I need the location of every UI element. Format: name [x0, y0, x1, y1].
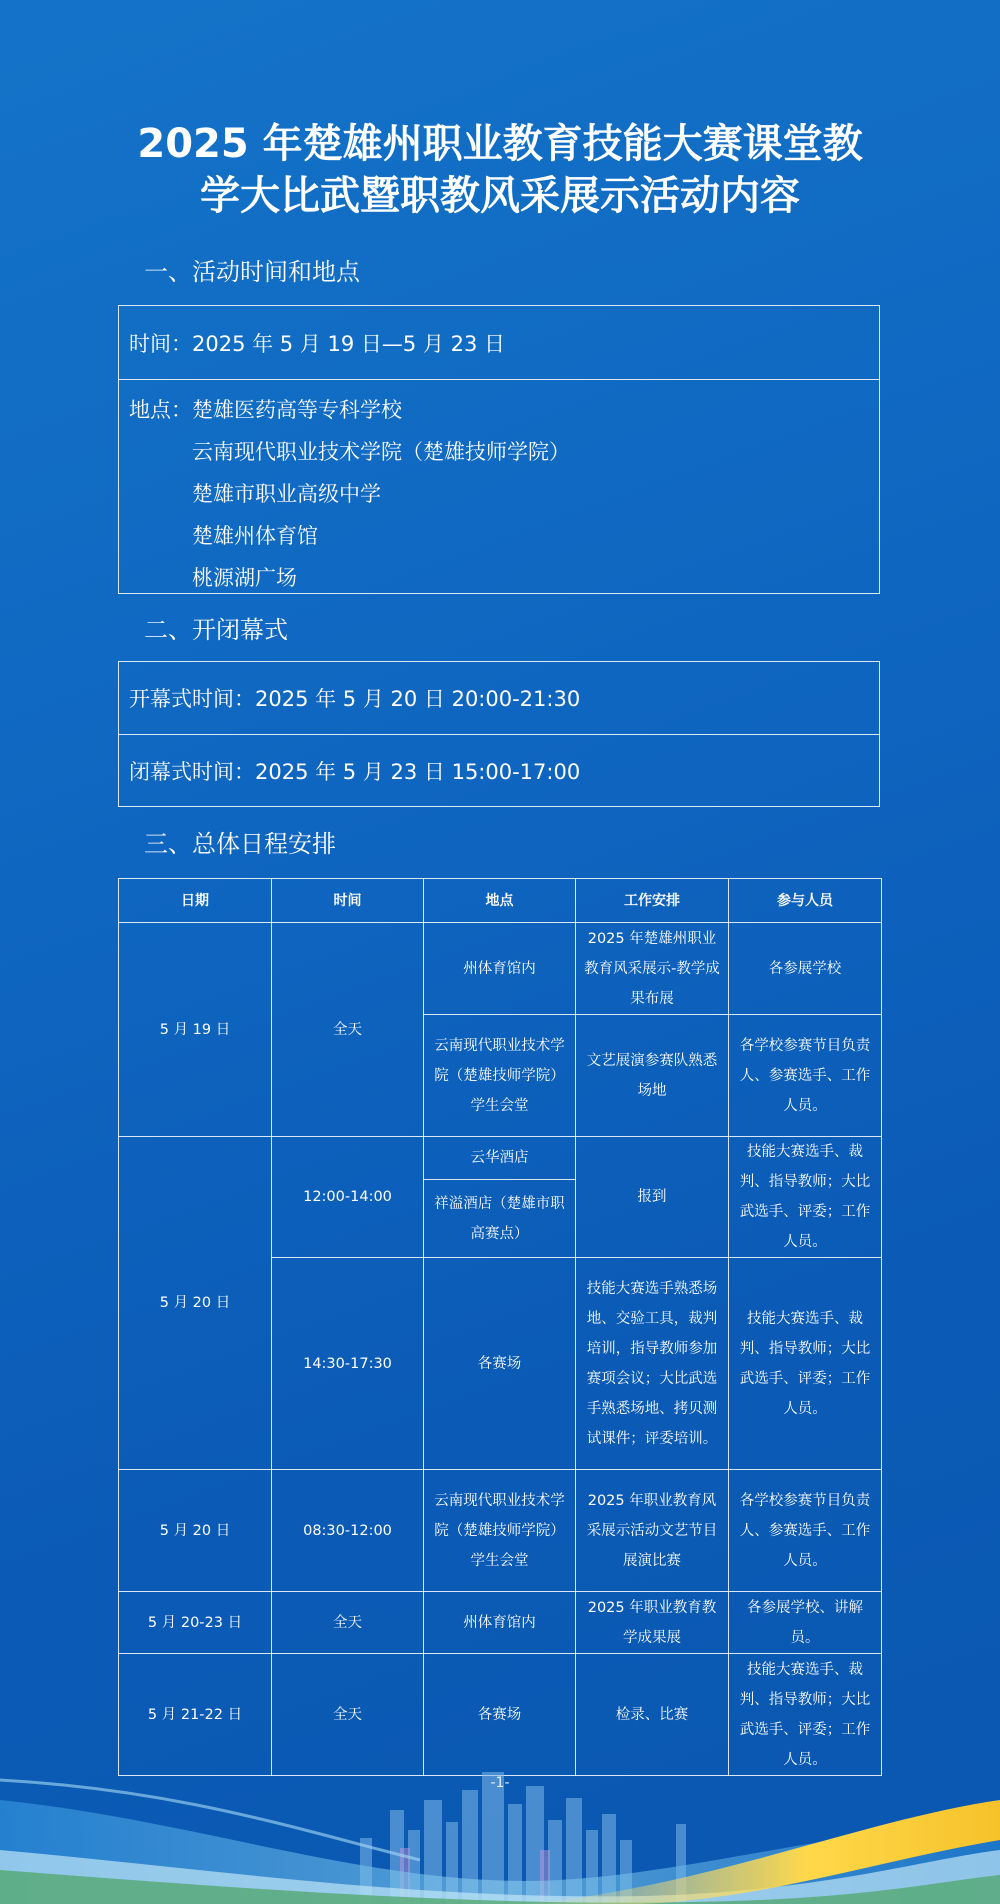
task-cell: 2025 年职业教育风采展示活动文艺节目展演比赛	[576, 1470, 729, 1592]
page-number: -1-	[490, 1775, 510, 1791]
table-row	[119, 1470, 882, 1592]
task-cell: 检录、比赛	[576, 1654, 729, 1776]
place-cell: 云南现代职业技术学院（楚雄技师学院）学生会堂	[424, 1470, 576, 1592]
date-cell: 5 月 20 日	[119, 1470, 272, 1592]
task-cell: 2025 年职业教育教学成果展	[576, 1592, 729, 1654]
task-cell: 文艺展演参赛队熟悉场地	[576, 1015, 729, 1137]
table-row	[119, 1654, 882, 1776]
location-row	[119, 379, 879, 593]
closing-time-text: 闭幕式时间：2025 年 5 月 23 日 15:00-17:00	[129, 759, 581, 784]
event-time-text: 时间：2025 年 5 月 19 日—5 月 23 日	[129, 331, 506, 356]
header-task: 工作安排	[576, 879, 729, 923]
people-cell: 各参展学校、讲解员。	[729, 1592, 882, 1654]
place-cell: 州体育馆内	[424, 1592, 576, 1654]
section-heading-time-place: 一、活动时间和地点	[144, 258, 360, 286]
date-cell: 5 月 19 日	[119, 923, 272, 1137]
people-cell: 技能大赛选手、裁判、指导教师；大比武选手、评委；工作人员。	[729, 1258, 882, 1470]
task-cell: 技能大赛选手熟悉场地、交验工具，裁判培训，指导教师参加赛项会议；大比武选手熟悉场地、拷贝测试课件；评委培训。	[576, 1258, 729, 1470]
header-time: 时间	[272, 879, 424, 923]
table-header-row	[119, 879, 882, 923]
place-cell: 各赛场	[424, 1258, 576, 1470]
people-cell: 技能大赛选手、裁判、指导教师；大比武选手、评委；工作人员。	[729, 1137, 882, 1258]
ceremony-box	[118, 661, 880, 807]
header-people: 参与人员	[729, 879, 882, 923]
time-cell: 全天	[272, 923, 424, 1137]
place-cell: 云华酒店	[424, 1137, 576, 1180]
date-cell: 5 月 20-23 日	[119, 1592, 272, 1654]
date-cell: 5 月 21-22 日	[119, 1654, 272, 1776]
people-cell: 各学校参赛节目负责人、参赛选手、工作人员。	[729, 1015, 882, 1137]
title-line-1: 2025 年楚雄州职业教育技能大赛课堂教	[137, 121, 863, 167]
time-cell: 全天	[272, 1592, 424, 1654]
people-cell: 技能大赛选手、裁判、指导教师；大比武选手、评委；工作人员。	[729, 1654, 882, 1776]
header-date: 日期	[119, 879, 272, 923]
header-place: 地点	[424, 879, 576, 923]
date-cell: 5 月 20 日	[119, 1137, 272, 1470]
location-item: 楚雄州体育馆	[192, 524, 318, 548]
schedule-table	[118, 878, 882, 1776]
time-cell: 08:30-12:00	[272, 1470, 424, 1592]
opening-time-text: 开幕式时间：2025 年 5 月 20 日 20:00-21:30	[129, 687, 581, 711]
closing-row	[119, 734, 879, 806]
place-cell: 各赛场	[424, 1654, 576, 1776]
location-list	[192, 390, 570, 600]
task-cell: 2025 年楚雄州职业教育风采展示-教学成果布展	[576, 923, 729, 1015]
location-item: 楚雄市职业高级中学	[192, 482, 381, 506]
task-cell: 报到	[576, 1137, 729, 1258]
title-line-2: 学大比武暨职教风采展示活动内容	[200, 173, 800, 219]
location-label: 地点：	[129, 398, 192, 422]
page-title	[100, 118, 900, 222]
place-cell: 云南现代职业技术学院（楚雄技师学院）学生会堂	[424, 1015, 576, 1137]
table-row	[119, 1137, 882, 1180]
section-heading-ceremonies: 二、开闭幕式	[144, 616, 288, 644]
table-row	[119, 1592, 882, 1654]
time-cell: 全天	[272, 1654, 424, 1776]
opening-row	[119, 662, 879, 734]
time-cell: 12:00-14:00	[272, 1137, 424, 1258]
location-item: 桃源湖广场	[192, 566, 297, 590]
location-item: 楚雄医药高等专科学校	[192, 398, 402, 422]
place-cell: 州体育馆内	[424, 923, 576, 1015]
people-cell: 各学校参赛节目负责人、参赛选手、工作人员。	[729, 1470, 882, 1592]
table-row	[119, 923, 882, 1015]
time-row	[119, 306, 879, 379]
place-cell: 祥溢酒店（楚雄市职高赛点）	[424, 1180, 576, 1258]
location-item: 云南现代职业技术学院（楚雄技师学院）	[192, 440, 570, 464]
time-cell: 14:30-17:30	[272, 1258, 424, 1470]
time-place-box	[118, 305, 880, 594]
people-cell: 各参展学校	[729, 923, 882, 1015]
section-heading-schedule: 三、总体日程安排	[144, 830, 336, 858]
